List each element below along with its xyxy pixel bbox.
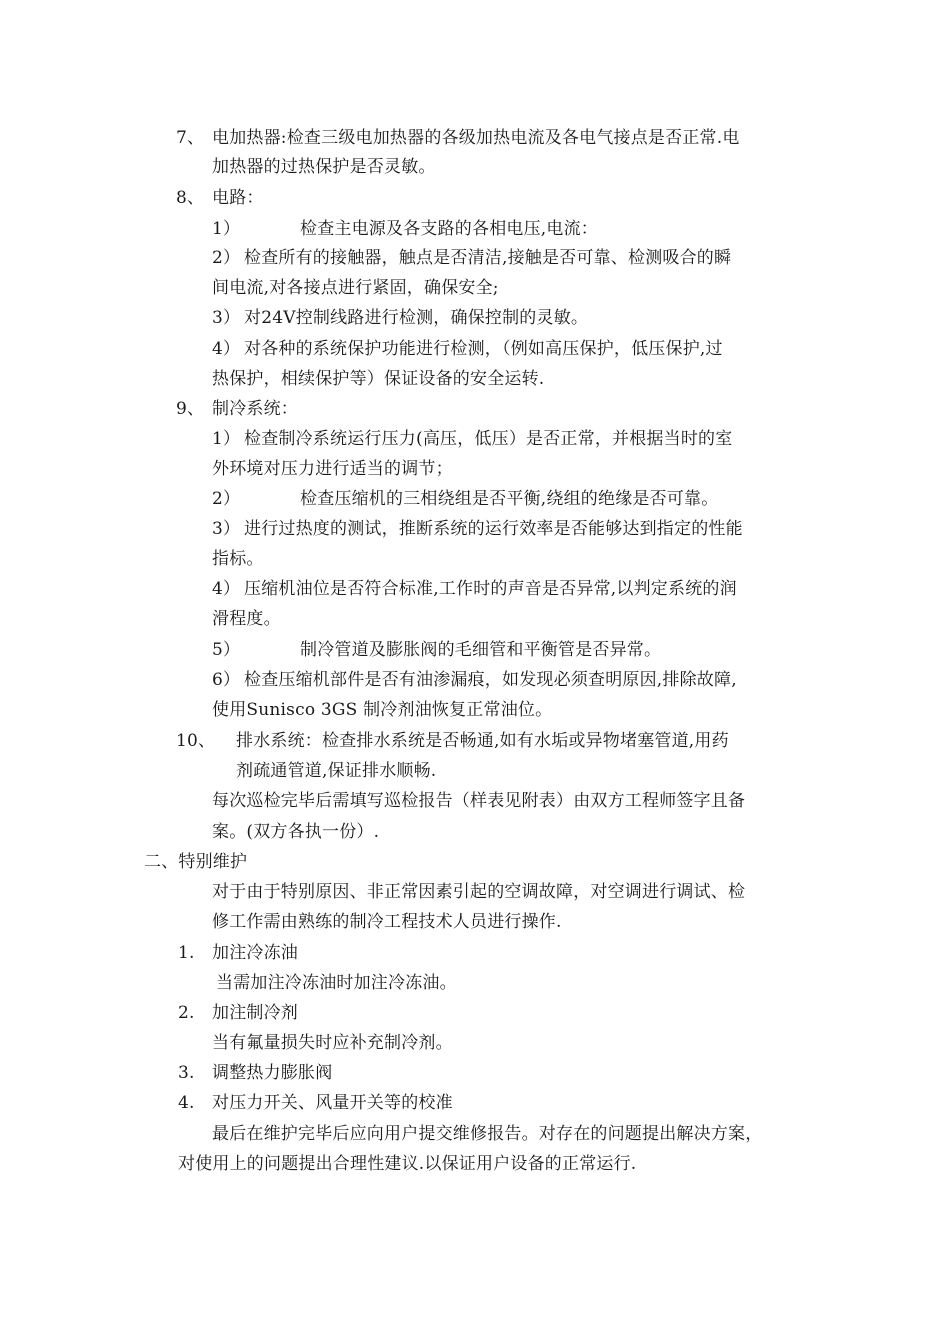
- item8-number: 8、: [176, 188, 205, 208]
- item9-sub2-text: 检查压缩机的三相绕组是否平衡,绕组的绝缘是否可靠。: [300, 489, 719, 509]
- special-item-1: [178, 942, 298, 964]
- item8-sub2-text: 检查所有的接触器，触点是否清洁,接触是否可靠、检测吸合的瞬: [244, 248, 732, 268]
- item9-sub2-number: 2）: [212, 489, 241, 509]
- special-intro-line2: 修工作需由熟练的制冷工程技术人员进行操作.: [212, 912, 562, 932]
- special-item-1-title: 加注冷冻油: [212, 943, 298, 963]
- special-item-3: [178, 1062, 332, 1084]
- closing-line1: 最后在维护完毕后应向用户提交维修报告。对存在的问题提出解决方案，: [212, 1124, 763, 1144]
- item9-sub4-line1: [212, 578, 737, 600]
- item9-sub1-text: 检查制冷系统运行压力(高压，低压）是否正常，并根据当时的室: [244, 429, 733, 449]
- special-item-1-number: 1.: [178, 943, 195, 963]
- item9-sub2: [212, 488, 718, 510]
- item9-sub3-number: 3）: [212, 519, 241, 539]
- item8-sub2-line2: 间电流,对各接点进行紧固，确保安全;: [212, 278, 499, 298]
- item9-number: 9、: [176, 399, 205, 419]
- item10-line2: 剂疏通管道,保证排水顺畅.: [236, 761, 437, 781]
- report-note-line2: 案。(双方各执一份）.: [212, 822, 380, 842]
- item9-sub4-line2: 滑程度。: [212, 609, 281, 629]
- item10-line1: [176, 730, 729, 752]
- special-intro-line1: 对于由于特别原因、非正常因素引起的空调故障，对空调进行调试、检: [212, 882, 746, 902]
- item8-sub4-line2: 热保护，相续保护等）保证设备的安全运转.: [212, 369, 545, 389]
- item8-sub2-number: 2）: [212, 248, 241, 268]
- special-item-1-desc: 当需加注冷冻油时加注冷冻油。: [216, 973, 457, 993]
- item9-sub3-text: 进行过热度的测试，推断系统的运行效率是否能够达到指定的性能: [244, 519, 743, 539]
- item7-text: 电加热器:检查三级电加热器的各级加热电流及各电气接点是否正常.电: [212, 128, 740, 148]
- item8-sub3-number: 3）: [212, 308, 241, 328]
- item9-sub4-text: 压缩机油位是否符合标准,工作时的声音是否异常,以判定系统的润: [244, 579, 737, 599]
- special-item-2-title: 加注制冷剂: [212, 1003, 298, 1023]
- special-item-2: [178, 1002, 298, 1024]
- item9-sub6-text: 检查压缩机部件是否有油渗漏痕，如发现必须查明原因,排除故障,: [244, 670, 737, 690]
- special-item-4: [178, 1092, 453, 1114]
- item8-sub1-text: 检查主电源及各支路的各相电压,电流：: [300, 219, 599, 239]
- item9-sub5-number: 5）: [212, 640, 241, 660]
- item9-sub1-line2: 外环境对压力进行适当的调节；: [212, 459, 453, 479]
- item8-title: 电路：: [212, 188, 264, 208]
- closing-line2: 对使用上的问题提出合理性建议.以保证用户设备的正常运行.: [178, 1154, 637, 1174]
- special-item-2-desc: 当有氟量损失时应补充制冷剂。: [212, 1033, 453, 1053]
- item7-line1: [176, 127, 740, 149]
- item9-sub6-number: 6）: [212, 670, 241, 690]
- special-item-4-title: 对压力开关、风量开关等的校准: [212, 1093, 453, 1113]
- item9-sub6-line1: [212, 669, 737, 691]
- item9-sub4-number: 4）: [212, 579, 241, 599]
- special-item-3-number: 3.: [178, 1063, 195, 1083]
- item8-sub4-text: 对各种的系统保护功能进行检测，（例如高压保护，低压保护,过: [244, 339, 723, 359]
- special-item-3-title: 调整热力膨胀阀: [212, 1063, 333, 1083]
- item10-number: 10、: [176, 731, 216, 751]
- item7-number: 7、: [176, 128, 205, 148]
- item9-sub3-line2: 指标。: [212, 549, 264, 569]
- item8-sub4-number: 4）: [212, 339, 241, 359]
- item9-sub1-line1: [212, 428, 732, 450]
- item8-sub1: [212, 218, 598, 240]
- item9-sub5: [212, 639, 661, 661]
- report-note-line1: 每次巡检完毕后需填写巡检报告（样表见附表）由双方工程师签字且备: [212, 791, 746, 811]
- item9-sub3-line1: [212, 518, 743, 540]
- item7-line2: 加热器的过热保护是否灵敏。: [212, 157, 436, 177]
- item8-sub2-line1: [212, 247, 731, 269]
- special-item-4-number: 4.: [178, 1093, 195, 1113]
- item8-sub3: [212, 307, 588, 329]
- item9-sub1-number: 1）: [212, 429, 241, 449]
- item9-heading: [176, 398, 298, 420]
- special-heading: 二、特别维护: [144, 852, 248, 872]
- special-item-2-number: 2.: [178, 1003, 195, 1023]
- item9-sub5-text: 制冷管道及膨胀阀的毛细管和平衡管是否异常。: [300, 640, 662, 660]
- item10-text: 排水系统：检查排水系统是否畅通,如有水垢或异物堵塞管道,用药: [236, 731, 729, 751]
- item9-title: 制冷系统：: [212, 399, 298, 419]
- item9-sub6-line2: 使用Sunisco 3GS 制冷剂油恢复正常油位。: [212, 700, 553, 720]
- item8-sub1-number: 1）: [212, 219, 241, 239]
- item8-sub3-text: 对24V控制线路进行检测，确保控制的灵敏。: [244, 308, 589, 328]
- item8-heading: [176, 187, 264, 209]
- item8-sub4-line1: [212, 338, 723, 360]
